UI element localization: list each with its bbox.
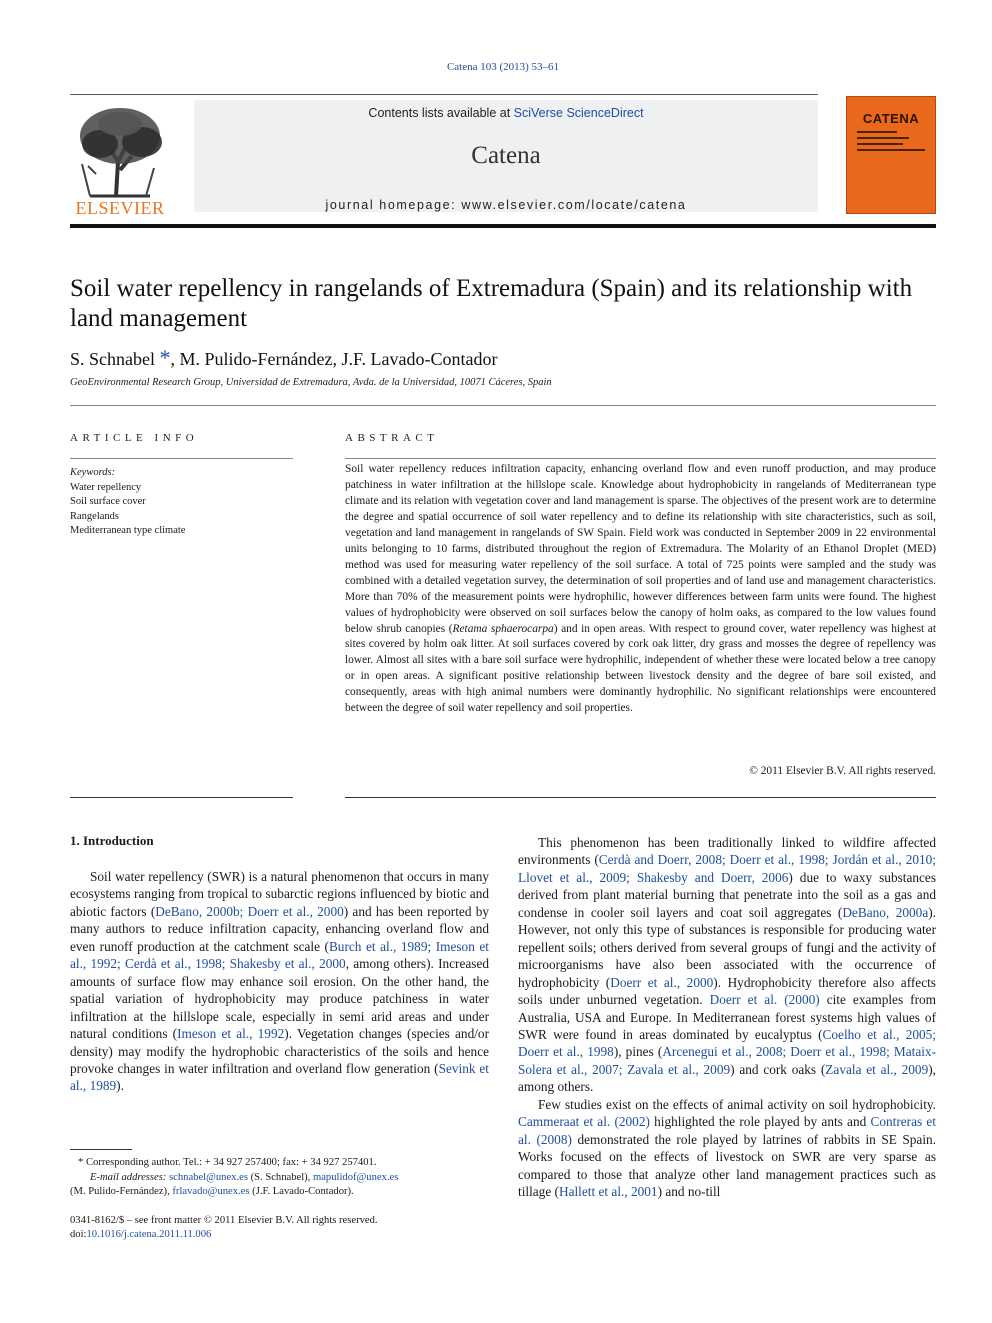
citation-link[interactable]: Doerr et al. (2000): [709, 992, 820, 1008]
citation-link[interactable]: Coelho et al., 2005; Doerr et al., 1998: [518, 1026, 937, 1060]
copyright: © 2011 Elsevier B.V. All rights reserved.: [749, 765, 936, 777]
journal-homepage[interactable]: journal homepage: www.elsevier.com/locate/catena: [325, 198, 687, 212]
text: ) and cork oaks (: [730, 1061, 826, 1077]
divider: [345, 797, 936, 798]
footnote-rule: [70, 1149, 132, 1150]
keyword: Water repellency: [70, 481, 142, 493]
citation-link[interactable]: DeBano, 2000b; Doerr et al., 2000: [155, 903, 344, 919]
contents-prefix: Contents lists available at: [368, 106, 514, 120]
footnote-marker: *: [78, 1157, 84, 1168]
text: cite examples from Australia, USA and Europe. In Mediterranean forest systems high values of SWR were found in areas dominated by eucalyptus (: [518, 992, 936, 1042]
text: highlighted the role played by ants and: [649, 1114, 871, 1130]
text: ), among others.: [518, 1061, 936, 1095]
email-owner: (J.F. Lavado-Contador).: [249, 1186, 354, 1198]
text: ). However, not only this type of substances is responsible for producing water repellent soils; others derived from several groups of fungi and the activity of microorganisms have also been associated with the occurrence of hydrophobicity (: [518, 904, 936, 990]
paragraph: [70, 868, 489, 1095]
paragraph: [518, 834, 936, 1096]
section-heading-introduction: 1. Introduction: [70, 833, 154, 848]
citation-link[interactable]: Imeson et al., 1992: [177, 1026, 285, 1042]
abstract-heading: ABSTRACT: [345, 432, 439, 444]
species-name: Retama sphaerocarpa: [452, 622, 554, 635]
masthead-top-rule: [70, 94, 818, 95]
journal-cover[interactable]: [846, 96, 936, 214]
text: ). Hydrophobicity therefore also affects soils under unburned vegetation.: [518, 974, 936, 1008]
citation-link[interactable]: Burch et al., 1989; Imeson et al., 1992; Cerdà et al., 1998; Shakesby et al., 2000: [70, 938, 489, 972]
keyword: Rangelands: [70, 510, 119, 522]
cover-line: [857, 149, 925, 151]
publisher-name: ELSEVIER: [75, 198, 165, 218]
text: Soil water repellency (SWR) is a natural phenomenon that occurs in many ecosystems ranging from tropical to subarctic regions influenced by biotic and abiotic factors (: [70, 869, 489, 919]
doi-label: doi:: [70, 1229, 87, 1241]
citation-link[interactable]: DeBano, 2000a: [842, 904, 929, 920]
doi-line: [70, 1228, 490, 1242]
footnotes: [70, 1156, 490, 1200]
email-link[interactable]: schnabel@unex.es: [169, 1171, 248, 1183]
text: ) and has been reported by many authors to reduce infiltration capacity, enhancing overland flow and even runoff production at the catchment scale (: [70, 903, 490, 954]
divider: [70, 405, 936, 406]
abstract-part: ) and in open areas. With respect to ground cover, water repellency was highest at sites covered by holm oak litter. At soil surfaces covered by cork oak litter, dry grass and mosses the degree of repellency was lower. Almost all sites with a bare soil surface were hydrophilic, independent of whether these were located below a tree canopy or in open areas. A significant positive relationship between livestock density and the degree of bare soil existed, and consequently, areas with high animal numbers were dominantly hydrophilic. No significant relationships were encountered between the degree of soil water repellency and soil properties.: [345, 622, 936, 715]
abstract-text: [345, 462, 936, 717]
footnote-text: Corresponding author. Tel.: + 34 927 257400; fax: + 34 927 257401.: [83, 1157, 377, 1168]
front-matter: [70, 1214, 490, 1242]
cover-line: [857, 137, 909, 139]
citation-link[interactable]: Sevink et al., 1989: [70, 1060, 489, 1094]
citation-link[interactable]: Doerr et al., 2000: [610, 974, 714, 990]
keyword: Soil surface cover: [70, 496, 146, 507]
text: This phenomenon has been traditionally linked to wildfire affected environments (: [518, 835, 936, 868]
author-names: , M. Pulido-Fernández, J.F. Lavado-Contador: [170, 349, 498, 369]
journal-citation[interactable]: Catena 103 (2013) 53–61: [446, 61, 560, 73]
contents-line: [194, 106, 818, 120]
keywords: [70, 466, 293, 539]
cover-line: [857, 143, 903, 145]
email-note-continued: [70, 1185, 490, 1200]
issn-line: 0341-8162/$ – see front matter © 2011 Elsevier B.V. All rights reserved.: [70, 1215, 378, 1226]
email-link[interactable]: frlavado@unex.es: [172, 1186, 250, 1198]
divider: [70, 458, 293, 459]
email-owner: (M. Pulido-Fernández),: [70, 1186, 173, 1198]
keyword: Mediterranean type climate: [70, 525, 186, 536]
article-info-heading: ARTICLE INFO: [70, 432, 199, 444]
text: ) due to waxy substances derived from plant material burning that penetrate into the soil as a gas and condense in cooler soil layers and coat soil aggregates (: [518, 869, 936, 920]
citation-link[interactable]: Arcenegui et al., 2008; Doerr et al., 1998; Mataix-Solera et al., 2007; Zavala et al., 2009: [518, 1044, 937, 1077]
email-link[interactable]: mapulidof@unex.es: [312, 1171, 399, 1183]
divider: [345, 458, 936, 459]
abstract-part: Soil water repellency reduces infiltration capacity, enhancing overland flow and even runoff production, and may produce patchiness in water infiltration at the hillslope scale. Knowledge about hydrophobicity in rangelands of Mediterranean type climate and its relation with vegetation cover and land management is sparse. The objectives of the present work are to determine the degree and spatial occurrence of soil water repellency and to define its relationship with site characteristics, such as soil, vegetation and land management in rangelands of SW Spain. Field work was conducted in September 2009 in 22 environmental units belonging to 10 farms, distributed throughout the region of Extremadura. The Molarity of an Ethanol Droplet (MED) method was used for measuring water repellency of the soil surface. A total of 725 points were sampled and the study was combined with a detailed vegetation survey, the determination of soil properties and of land use and management characteristics. More than 70% of the measurement points were hydrophilic, however differences between farm units were found. The highest values of hydrophobicity were observed on soil surfaces below the canopy of holm oaks, as compared to the low values found below shrub canopies (: [345, 463, 936, 635]
cover-title: CATENA: [862, 111, 920, 126]
text: ), pines (: [613, 1044, 663, 1060]
citation-link[interactable]: Cammeraat et al. (2002): [518, 1114, 650, 1130]
email-label: E-mail addresses:: [90, 1171, 167, 1183]
journal-title: Catena: [471, 142, 541, 169]
doi-link[interactable]: 10.1016/j.catena.2011.11.006: [86, 1229, 212, 1241]
text: Few studies exist on the effects of animal activity on soil hydrophobicity.: [538, 1096, 936, 1112]
keywords-label: Keywords:: [70, 467, 116, 478]
text: ) and no-till: [657, 1184, 721, 1200]
email-note: [70, 1171, 490, 1186]
body-column-left: [70, 868, 489, 1095]
citation-link[interactable]: Hallett et al., 2001: [558, 1184, 658, 1200]
article-title: Soil water repellency in rangelands of Extremadura (Spain) and its relationship with land management: [70, 275, 913, 332]
email-owner: (S. Schnabel),: [247, 1171, 313, 1183]
author-list: [70, 345, 936, 371]
divider: [70, 797, 293, 798]
text: , among others). Increased amounts of surface flow may enhance soil erosion. On the other hand, the spatial variation of hydrophobicity may produce patchiness in water infiltration at the hillslope scale, especially in semi arid areas and under natural conditions (: [70, 956, 490, 1042]
author-name: S. Schnabel: [70, 349, 155, 369]
paragraph: [518, 1096, 936, 1201]
masthead: [70, 94, 936, 216]
corresponding-author-marker[interactable]: *: [159, 345, 171, 370]
text: ). Vegetation changes (species and/or density) may modify the hydrophobic characteristics of the soils and hence provoke changes in water infiltration and overland flow generation (: [70, 1026, 489, 1076]
text: ).: [116, 1078, 124, 1094]
sciencedirect-link[interactable]: SciVerse ScienceDirect: [513, 106, 644, 120]
body-column-right: [518, 834, 936, 1201]
cover-line: [857, 131, 897, 133]
citation-link[interactable]: Zavala et al., 2009: [825, 1061, 929, 1077]
affiliation: GeoEnvironmental Research Group, Universidad de Extremadura, Avda. de la Universidad, 10071 Cáceres, Spain: [70, 377, 552, 388]
masthead-bottom-rule: [70, 224, 936, 228]
citation-link[interactable]: Contreras et al. (2008): [518, 1114, 936, 1147]
citation-link[interactable]: Cerdà and Doerr, 2008; Doerr et al., 1998; Jordán et al., 2010; Llovet et al., 2009; Shakesby and Doerr, 2006: [518, 852, 936, 885]
corresponding-author-note: [70, 1156, 490, 1171]
text: demonstrated the role played by latrines of rabbits in SE Spain. Works focused on the effects of livestock on SWR are very sparse as compared to those that analyze other land management practices such as tillage (: [518, 1131, 937, 1200]
